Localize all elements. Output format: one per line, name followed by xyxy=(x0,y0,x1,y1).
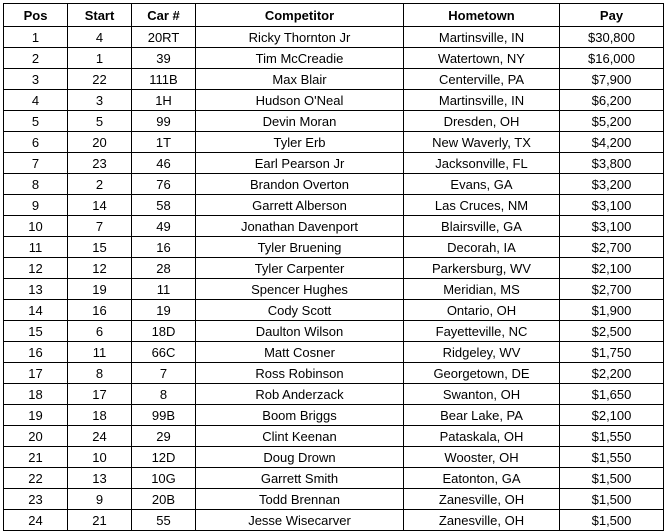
cell-competitor: Devin Moran xyxy=(196,111,404,132)
cell-hometown: Meridian, MS xyxy=(404,279,560,300)
cell-hometown: Ridgeley, WV xyxy=(404,342,560,363)
table-row xyxy=(4,510,664,531)
cell-competitor: Spencer Hughes xyxy=(196,279,404,300)
cell-car-number: 18D xyxy=(132,321,196,342)
cell-hometown: Ontario, OH xyxy=(404,300,560,321)
header-pay: Pay xyxy=(560,4,664,27)
cell-competitor: Earl Pearson Jr xyxy=(196,153,404,174)
header-pos: Pos xyxy=(4,4,68,27)
cell-start: 18 xyxy=(68,405,132,426)
cell-hometown: Watertown, NY xyxy=(404,48,560,69)
cell-car-number: 46 xyxy=(132,153,196,174)
table-row xyxy=(4,216,664,237)
cell-start: 13 xyxy=(68,468,132,489)
cell-hometown: Bear Lake, PA xyxy=(404,405,560,426)
table-row xyxy=(4,300,664,321)
table-row xyxy=(4,258,664,279)
cell-hometown: Las Cruces, NM xyxy=(404,195,560,216)
cell-competitor: Garrett Alberson xyxy=(196,195,404,216)
cell-car-number: 10G xyxy=(132,468,196,489)
cell-hometown: Wooster, OH xyxy=(404,447,560,468)
results-body xyxy=(4,27,664,531)
cell-pay: $3,800 xyxy=(560,153,664,174)
cell-hometown: Evans, GA xyxy=(404,174,560,195)
cell-pay: $5,200 xyxy=(560,111,664,132)
cell-car-number: 8 xyxy=(132,384,196,405)
cell-start: 10 xyxy=(68,447,132,468)
cell-start: 8 xyxy=(68,363,132,384)
cell-competitor: Doug Drown xyxy=(196,447,404,468)
table-row xyxy=(4,237,664,258)
table-row xyxy=(4,48,664,69)
cell-car-number: 99B xyxy=(132,405,196,426)
cell-pay: $2,100 xyxy=(560,405,664,426)
cell-car-number: 58 xyxy=(132,195,196,216)
cell-start: 5 xyxy=(68,111,132,132)
cell-car-number: 28 xyxy=(132,258,196,279)
cell-hometown: Blairsville, GA xyxy=(404,216,560,237)
cell-pay: $6,200 xyxy=(560,90,664,111)
cell-pay: $30,800 xyxy=(560,27,664,48)
cell-competitor: Tim McCreadie xyxy=(196,48,404,69)
cell-pos: 17 xyxy=(4,363,68,384)
cell-car-number: 11 xyxy=(132,279,196,300)
header-car-number: Car # xyxy=(132,4,196,27)
cell-car-number: 76 xyxy=(132,174,196,195)
cell-car-number: 55 xyxy=(132,510,196,531)
cell-hometown: Fayetteville, NC xyxy=(404,321,560,342)
cell-hometown: Dresden, OH xyxy=(404,111,560,132)
table-row xyxy=(4,405,664,426)
cell-pos: 22 xyxy=(4,468,68,489)
cell-start: 19 xyxy=(68,279,132,300)
cell-pay: $1,500 xyxy=(560,468,664,489)
cell-competitor: Ross Robinson xyxy=(196,363,404,384)
cell-competitor: Brandon Overton xyxy=(196,174,404,195)
cell-pos: 11 xyxy=(4,237,68,258)
cell-pos: 4 xyxy=(4,90,68,111)
cell-pay: $1,500 xyxy=(560,510,664,531)
cell-hometown: Pataskala, OH xyxy=(404,426,560,447)
cell-pay: $3,100 xyxy=(560,195,664,216)
cell-competitor: Todd Brennan xyxy=(196,489,404,510)
cell-pay: $1,650 xyxy=(560,384,664,405)
cell-competitor: Clint Keenan xyxy=(196,426,404,447)
table-row xyxy=(4,426,664,447)
table-row xyxy=(4,279,664,300)
cell-pos: 9 xyxy=(4,195,68,216)
cell-hometown: Zanesville, OH xyxy=(404,510,560,531)
cell-hometown: Martinsville, IN xyxy=(404,90,560,111)
cell-pos: 19 xyxy=(4,405,68,426)
cell-car-number: 20B xyxy=(132,489,196,510)
table-row xyxy=(4,321,664,342)
table-row xyxy=(4,489,664,510)
cell-hometown: Georgetown, DE xyxy=(404,363,560,384)
table-row xyxy=(4,90,664,111)
cell-pos: 20 xyxy=(4,426,68,447)
cell-competitor: Tyler Bruening xyxy=(196,237,404,258)
table-row xyxy=(4,363,664,384)
cell-car-number: 20RT xyxy=(132,27,196,48)
cell-start: 23 xyxy=(68,153,132,174)
cell-pos: 15 xyxy=(4,321,68,342)
cell-pay: $1,900 xyxy=(560,300,664,321)
cell-pos: 2 xyxy=(4,48,68,69)
cell-start: 12 xyxy=(68,258,132,279)
cell-competitor: Cody Scott xyxy=(196,300,404,321)
cell-car-number: 19 xyxy=(132,300,196,321)
cell-competitor: Garrett Smith xyxy=(196,468,404,489)
cell-pos: 5 xyxy=(4,111,68,132)
cell-pos: 6 xyxy=(4,132,68,153)
cell-start: 2 xyxy=(68,174,132,195)
cell-pay: $3,200 xyxy=(560,174,664,195)
cell-competitor: Rob Anderzack xyxy=(196,384,404,405)
cell-pos: 14 xyxy=(4,300,68,321)
cell-pos: 12 xyxy=(4,258,68,279)
table-row xyxy=(4,153,664,174)
header-hometown: Hometown xyxy=(404,4,560,27)
results-table xyxy=(3,3,664,531)
cell-car-number: 1T xyxy=(132,132,196,153)
cell-competitor: Daulton Wilson xyxy=(196,321,404,342)
table-row xyxy=(4,174,664,195)
header-row xyxy=(4,4,664,27)
cell-pos: 16 xyxy=(4,342,68,363)
cell-car-number: 111B xyxy=(132,69,196,90)
cell-competitor: Jonathan Davenport xyxy=(196,216,404,237)
cell-car-number: 7 xyxy=(132,363,196,384)
table-row xyxy=(4,27,664,48)
cell-competitor: Hudson O'Neal xyxy=(196,90,404,111)
cell-pay: $2,100 xyxy=(560,258,664,279)
cell-start: 22 xyxy=(68,69,132,90)
cell-pos: 13 xyxy=(4,279,68,300)
cell-hometown: Centerville, PA xyxy=(404,69,560,90)
cell-pay: $1,550 xyxy=(560,426,664,447)
cell-pay: $2,200 xyxy=(560,363,664,384)
cell-start: 15 xyxy=(68,237,132,258)
cell-hometown: Jacksonville, FL xyxy=(404,153,560,174)
table-row xyxy=(4,447,664,468)
cell-competitor: Ricky Thornton Jr xyxy=(196,27,404,48)
cell-pos: 7 xyxy=(4,153,68,174)
cell-competitor: Jesse Wisecarver xyxy=(196,510,404,531)
cell-competitor: Tyler Carpenter xyxy=(196,258,404,279)
cell-pay: $16,000 xyxy=(560,48,664,69)
cell-car-number: 16 xyxy=(132,237,196,258)
cell-start: 14 xyxy=(68,195,132,216)
table-row xyxy=(4,468,664,489)
cell-hometown: Eatonton, GA xyxy=(404,468,560,489)
cell-start: 7 xyxy=(68,216,132,237)
header-competitor: Competitor xyxy=(196,4,404,27)
cell-car-number: 66C xyxy=(132,342,196,363)
cell-pos: 10 xyxy=(4,216,68,237)
cell-start: 20 xyxy=(68,132,132,153)
cell-pay: $4,200 xyxy=(560,132,664,153)
cell-car-number: 12D xyxy=(132,447,196,468)
cell-start: 9 xyxy=(68,489,132,510)
cell-hometown: Parkersburg, WV xyxy=(404,258,560,279)
cell-pos: 3 xyxy=(4,69,68,90)
cell-pos: 8 xyxy=(4,174,68,195)
table-row xyxy=(4,342,664,363)
cell-pay: $1,750 xyxy=(560,342,664,363)
table-row xyxy=(4,384,664,405)
cell-pay: $1,550 xyxy=(560,447,664,468)
cell-pay: $7,900 xyxy=(560,69,664,90)
cell-hometown: Zanesville, OH xyxy=(404,489,560,510)
cell-pay: $3,100 xyxy=(560,216,664,237)
cell-start: 11 xyxy=(68,342,132,363)
table-row xyxy=(4,195,664,216)
cell-start: 4 xyxy=(68,27,132,48)
cell-hometown: Martinsville, IN xyxy=(404,27,560,48)
header-start: Start xyxy=(68,4,132,27)
cell-competitor: Tyler Erb xyxy=(196,132,404,153)
cell-start: 21 xyxy=(68,510,132,531)
cell-competitor: Matt Cosner xyxy=(196,342,404,363)
cell-pos: 18 xyxy=(4,384,68,405)
cell-start: 6 xyxy=(68,321,132,342)
cell-start: 24 xyxy=(68,426,132,447)
cell-start: 17 xyxy=(68,384,132,405)
table-row xyxy=(4,69,664,90)
cell-start: 3 xyxy=(68,90,132,111)
cell-pay: $2,700 xyxy=(560,279,664,300)
cell-competitor: Boom Briggs xyxy=(196,405,404,426)
cell-car-number: 29 xyxy=(132,426,196,447)
cell-hometown: Swanton, OH xyxy=(404,384,560,405)
cell-car-number: 1H xyxy=(132,90,196,111)
cell-pay: $2,500 xyxy=(560,321,664,342)
cell-pos: 1 xyxy=(4,27,68,48)
cell-start: 1 xyxy=(68,48,132,69)
cell-pos: 24 xyxy=(4,510,68,531)
table-row xyxy=(4,132,664,153)
cell-competitor: Max Blair xyxy=(196,69,404,90)
cell-pay: $1,500 xyxy=(560,489,664,510)
cell-start: 16 xyxy=(68,300,132,321)
cell-pos: 21 xyxy=(4,447,68,468)
cell-pay: $2,700 xyxy=(560,237,664,258)
cell-pos: 23 xyxy=(4,489,68,510)
cell-car-number: 49 xyxy=(132,216,196,237)
table-row xyxy=(4,111,664,132)
cell-car-number: 99 xyxy=(132,111,196,132)
cell-car-number: 39 xyxy=(132,48,196,69)
cell-hometown: New Waverly, TX xyxy=(404,132,560,153)
cell-hometown: Decorah, IA xyxy=(404,237,560,258)
